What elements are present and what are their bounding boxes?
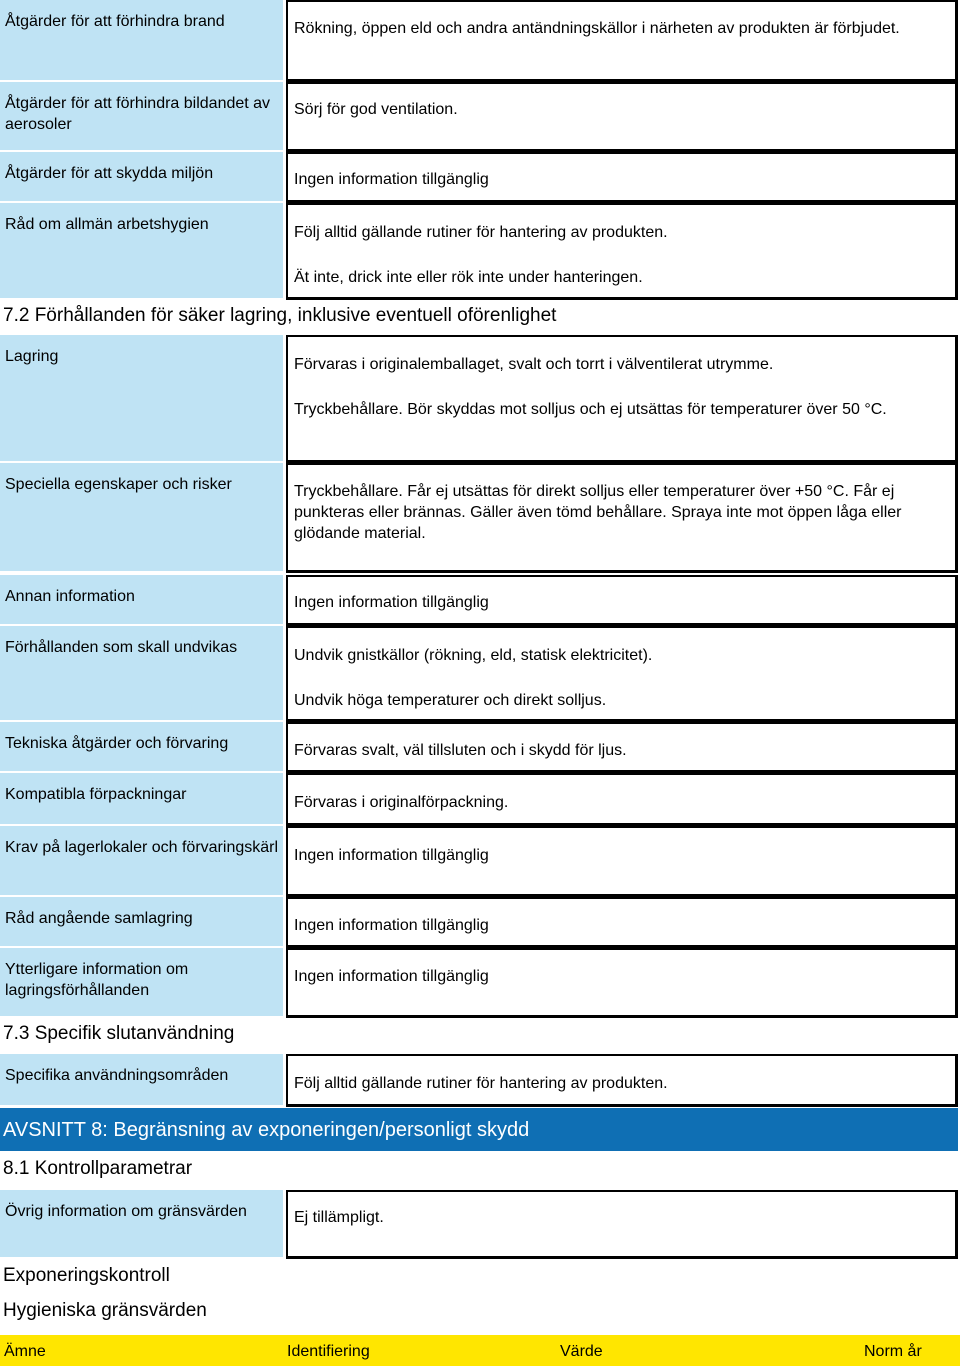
column-norm-year: Norm år [864, 1343, 922, 1360]
value-general-hygiene: Följ alltid gällande rutiner för hantering av produkten. Ät inte, drick inte eller rök inte under hanteringen. [286, 203, 958, 300]
heading-7-3: 7.3 Specifik slutanvändning [3, 1023, 235, 1044]
column-identification: Identifiering [287, 1343, 370, 1360]
label-storage-requirements: Krav på lagerlokaler och förvaringskärl [0, 826, 283, 895]
column-substance: Ämne [4, 1343, 46, 1360]
label-additional-storage-info: Ytterligare information om lagringsförhållanden [0, 948, 283, 1016]
label-mixed-storage: Råd angående samlagring [0, 897, 283, 946]
label-compatible-packaging: Kompatibla förpackningar [0, 773, 283, 824]
value-additional-storage-info: Ingen information tillgänglig [286, 948, 958, 1018]
value-special-properties: Tryckbehållare. Får ej utsättas för direkt solljus eller temperaturer över +50 °C. Får ej punkteras eller brännas. Gäller även tömd behållare. Spraya inte mot öppen låga eller glödande material. [286, 463, 958, 573]
heading-7-2: 7.2 Förhållanden för säker lagring, inklusive eventuell oförenlighet [3, 305, 557, 326]
label-environment-protection: Åtgärder för att skydda miljön [0, 152, 283, 201]
value-environment-protection: Ingen information tillgänglig [286, 152, 958, 203]
heading-hygiene-limits: Hygieniska gränsvärden [3, 1300, 207, 1321]
section-8-title: AVSNITT 8: Begränsning av exponeringen/personligt skydd [3, 1119, 530, 1141]
value-other-information: Ingen information tillgänglig [286, 575, 958, 626]
value-mixed-storage: Ingen information tillgänglig [286, 897, 958, 948]
value-storage: Förvaras i originalemballaget, svalt och torrt i välventilerat utrymme. Tryckbehållare. Bör skyddas mot solljus och ej utsättas för temperaturer över 50 °C. [286, 335, 958, 463]
label-storage: Lagring [0, 335, 283, 461]
value-technical-measures: Förvaras svalt, väl tillsluten och i skydd för ljus. [286, 722, 958, 773]
value-storage-requirements: Ingen information tillgänglig [286, 826, 958, 897]
value-conditions-to-avoid: Undvik gnistkällor (rökning, eld, statisk elektricitet). Undvik höga temperaturer och direkt solljus. [286, 626, 958, 722]
label-other-information: Annan information [0, 575, 283, 624]
section-8-banner [0, 1108, 958, 1151]
value-specific-use: Följ alltid gällande rutiner för hantering av produkten. [286, 1054, 958, 1107]
label-general-hygiene: Råd om allmän arbetshygien [0, 203, 283, 298]
heading-8-1: 8.1 Kontrollparametrar [3, 1158, 193, 1179]
label-conditions-to-avoid: Förhållanden som skall undvikas [0, 626, 283, 720]
value-limit-information: Ej tillämpligt. [286, 1190, 958, 1259]
heading-exposure-control: Exponeringskontroll [3, 1265, 170, 1286]
value-compatible-packaging: Förvaras i originalförpackning. [286, 773, 958, 826]
label-aerosol-prevention: Åtgärder för att förhindra bildandet av aerosoler [0, 82, 283, 150]
value-aerosol-prevention: Sörj för god ventilation. [286, 82, 958, 152]
label-technical-measures: Tekniska åtgärder och förvaring [0, 722, 283, 771]
value-fire-prevention: Rökning, öppen eld och andra antändningskällor i närheten av produkten är förbjudet. [286, 0, 958, 82]
column-value: Värde [560, 1343, 603, 1360]
label-special-properties: Speciella egenskaper och risker [0, 463, 283, 571]
label-specific-use: Specifika användningsområden [0, 1054, 283, 1105]
label-fire-prevention: Åtgärder för att förhindra brand [0, 0, 283, 80]
label-limit-information: Övrig information om gränsvärden [0, 1190, 283, 1257]
limits-table-header [0, 1335, 960, 1366]
